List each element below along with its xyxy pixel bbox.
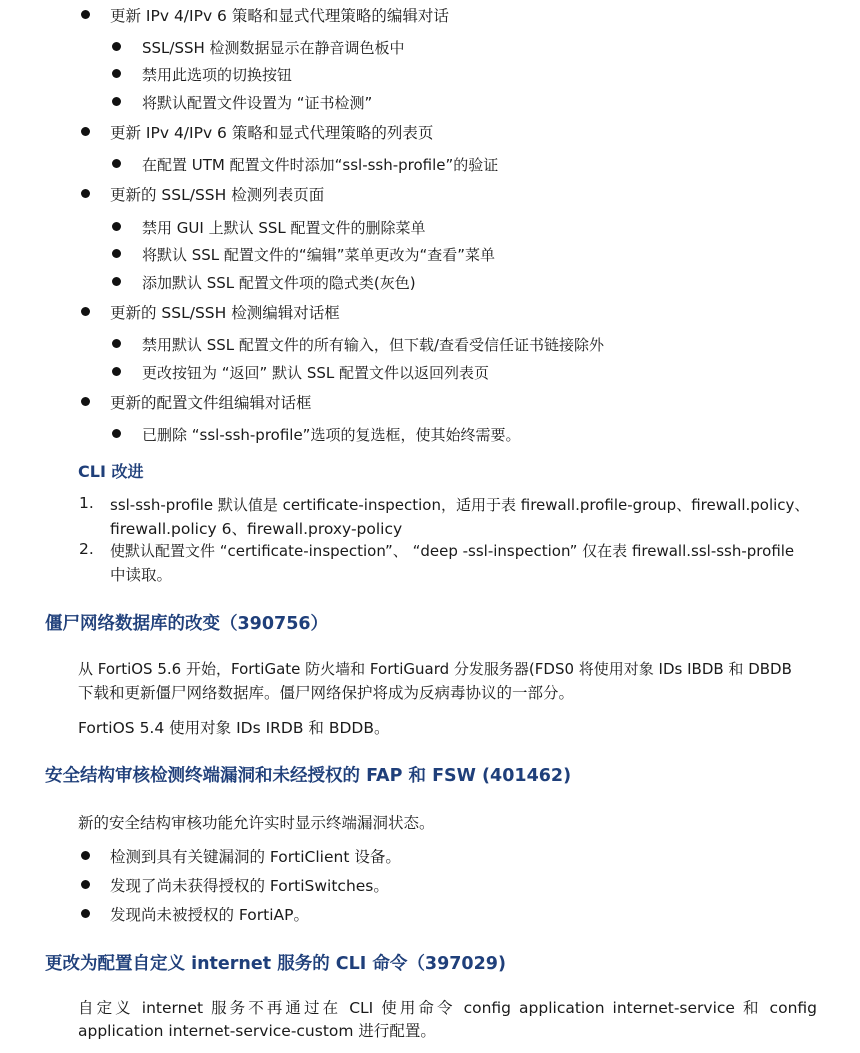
numbered-item-line: 使默认配置文件 “certificate-inspection”、 “deep -ssl-inspection” 仅在表 firewall.ssl-ssh-profile: [110, 542, 795, 560]
paragraph-line: 下载和更新僵尸网络数据库。僵尸网络保护将成为反病毒协议的一部分。: [78, 684, 575, 702]
section-heading-botnet: 僵尸网络数据库的改变（390756）: [45, 614, 329, 634]
bullet-icon: [81, 851, 90, 860]
bullet-icon: [81, 307, 90, 316]
paragraph: 自定义 internet 服务不再通过在 CLI 使用命令 config application internet-service 和 config application internet-service-custom 进行配置。: [78, 999, 817, 1040]
list-item: 更改按钮为 “返回” 默认 SSL 配置文件以返回列表页: [142, 364, 490, 382]
list-item: 添加默认 SSL 配置文件项的隐式类(灰色): [142, 274, 416, 292]
paragraph: 新的安全结构审核功能允许实时显示终端漏洞状态。: [78, 814, 435, 832]
list-number: 2.: [79, 540, 94, 558]
list-item: 更新 IPv 4/IPv 6 策略和显式代理策略的编辑对话: [110, 7, 449, 25]
numbered-item-line: 中读取。: [110, 566, 173, 584]
paragraph-line: 从 FortiOS 5.6 开始，FortiGate 防火墙和 FortiGuard 分发服务器(FDS0 将使用对象 IDs IBDB 和 DBDB: [78, 660, 792, 678]
list-item: 更新的 SSL/SSH 检测编辑对话框: [110, 304, 340, 322]
list-item: 禁用 GUI 上默认 SSL 配置文件的删除菜单: [142, 219, 426, 237]
bullet-icon: [81, 880, 90, 889]
list-item: 更新 IPv 4/IPv 6 策略和显式代理策略的列表页: [110, 124, 434, 142]
section-heading-internet-service: 更改为配置自定义 internet 服务的 CLI 命令（397029): [45, 954, 506, 974]
bullet-icon: [112, 222, 121, 231]
bullet-icon: [112, 69, 121, 78]
numbered-item-line: ssl-ssh-profile 默认值是 certificate-inspection，适用于表 firewall.profile-group、firewall.policy、: [110, 496, 810, 514]
bullet-icon: [81, 10, 90, 19]
list-item: 发现了尚未获得授权的 FortiSwitches。: [110, 877, 389, 895]
bullet-icon: [112, 42, 121, 51]
list-item: 禁用此选项的切换按钮: [142, 66, 293, 84]
subheading-cli: CLI 改进: [78, 462, 144, 481]
paragraph: FortiOS 5.4 使用对象 IDs IRDB 和 BDDB。: [78, 719, 390, 737]
bullet-icon: [112, 429, 121, 438]
numbered-item-line: firewall.policy 6、firewall.proxy-policy: [110, 520, 403, 538]
section-heading-fabric: 安全结构审核检测终端漏洞和未经授权的 FAP 和 FSW (401462): [45, 766, 572, 786]
bullet-icon: [81, 909, 90, 918]
list-item: 在配置 UTM 配置文件时添加“ssl-ssh-profile”的验证: [142, 156, 499, 174]
bullet-icon: [81, 397, 90, 406]
bullet-icon: [112, 339, 121, 348]
list-item: 更新的配置文件组编辑对话框: [110, 394, 312, 412]
bullet-icon: [81, 127, 90, 136]
bullet-icon: [112, 277, 121, 286]
list-item: 已删除 “ssl-ssh-profile”选项的复选框，使其始终需要。: [142, 426, 521, 444]
list-item: 更新的 SSL/SSH 检测列表页面: [110, 186, 325, 204]
bullet-icon: [112, 97, 121, 106]
bullet-icon: [81, 189, 90, 198]
list-item: 发现尚未被授权的 FortiAP。: [110, 906, 309, 924]
bullet-icon: [112, 159, 121, 168]
list-item: SSL/SSH 检测数据显示在静音调色板中: [142, 39, 405, 57]
list-item: 将默认 SSL 配置文件的“编辑”菜单更改为“查看”菜单: [142, 246, 496, 264]
list-item: 禁用默认 SSL 配置文件的所有输入，但下载/查看受信任证书链接除外: [142, 336, 604, 354]
list-item: 检测到具有关键漏洞的 FortiClient 设备。: [110, 848, 401, 866]
list-item: 将默认配置文件设置为 “证书检测”: [142, 94, 373, 112]
list-number: 1.: [79, 494, 94, 512]
bullet-icon: [112, 249, 121, 258]
bullet-icon: [112, 367, 121, 376]
